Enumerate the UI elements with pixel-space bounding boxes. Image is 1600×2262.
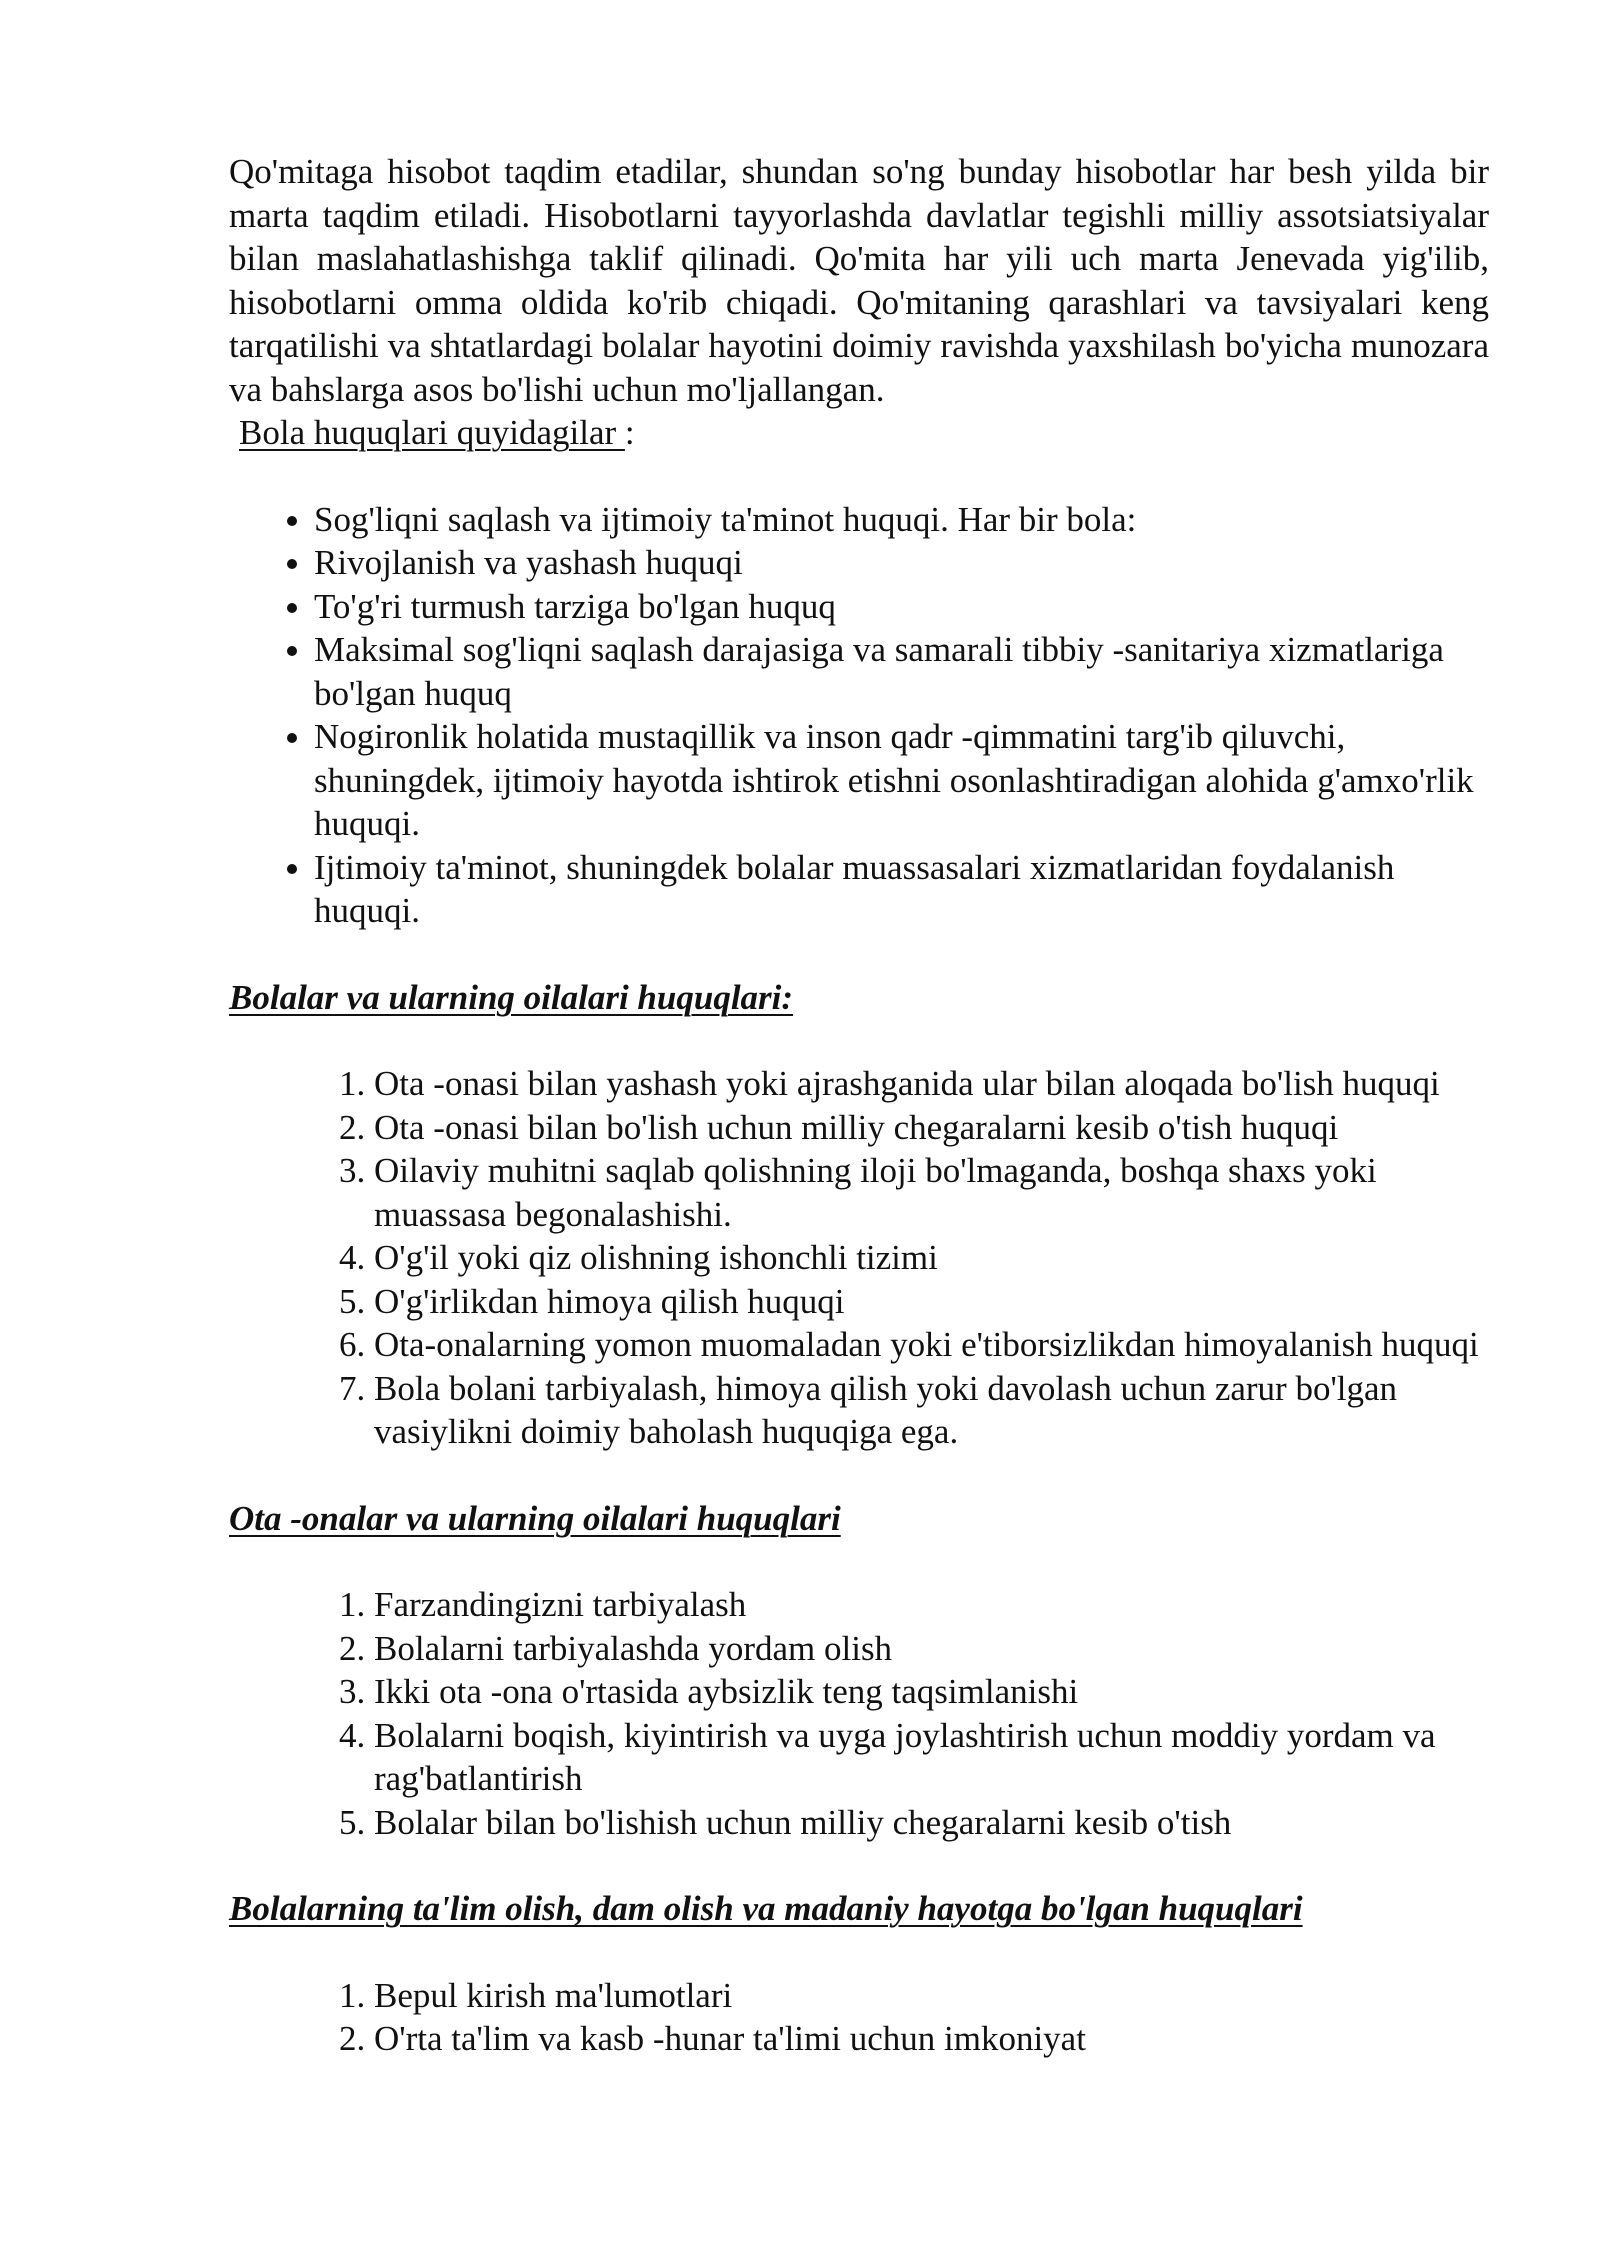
- child-rights-list: [229, 498, 1489, 933]
- list-item: 4. Bolalarni boqish, kiyintirish va uyga joylashtirish uchun moddiy yordam va rag'batlantirish: [374, 1714, 1489, 1801]
- list-item: • Maksimal sog'liqni saqlash darajasiga va samarali tibbiy -sanitariya xizmatlariga bo'lgan huquq: [314, 628, 1489, 715]
- list-item: • Sog'liqni saqlash va ijtimoiy ta'minot huquqi. Har bir bola:: [314, 498, 1489, 542]
- list-item: 1. Ota -onasi bilan yashash yoki ajrashganida ular bilan aloqada bo'lish huquqi: [374, 1062, 1489, 1106]
- list-item: 6. Ota-onalarning yomon muomaladan yoki e'tiborsizlikdan himoyalanish huquqi: [374, 1323, 1489, 1367]
- section-title-education-rights: Bolalarning ta'lim olish, dam olish va madaniy hayotga bo'lgan huquqlari: [229, 1889, 1303, 1928]
- list-item: 1. Bepul kirish ma'lumotlari: [374, 1974, 1489, 2018]
- list-item: • Ijtimoiy ta'minot, shuningdek bolalar muassasalari xizmatlaridan foydalanish huquqi.: [314, 846, 1489, 933]
- list-item: 4. O'g'il yoki qiz olishning ishonchli tizimi: [374, 1236, 1489, 1280]
- list-item: 2. Ota -onasi bilan bo'lish uchun milliy chegaralarni kesib o'tish huquqi: [374, 1106, 1489, 1150]
- section-title-family-rights: Bolalar va ularning oilalari huquqlari:: [229, 977, 794, 1017]
- rights-heading-label: Bola huquqlari quyidagilar: [239, 413, 625, 452]
- section-title-parents-rights: Ota -onalar va ularning oilalari huquqlari: [229, 1498, 841, 1538]
- education-rights-list: [229, 1974, 1489, 2061]
- rights-heading: [229, 411, 1489, 455]
- list-item: • To'g'ri turmush tarziga bo'lgan huquq: [314, 585, 1489, 629]
- list-item: 3. Oilaviy muhitni saqlab qolishning iloji bo'lmaganda, boshqa shaxs yoki muassasa begonalashishi.: [374, 1149, 1489, 1236]
- document-page: [229, 150, 1489, 2061]
- parents-rights-list: [229, 1583, 1489, 1844]
- list-item: 2. O'rta ta'lim va kasb -hunar ta'limi uchun imkoniyat: [374, 2017, 1489, 2061]
- list-item: 5. O'g'irlikdan himoya qilish huquqi: [374, 1280, 1489, 1324]
- list-item: 1. Farzandingizni tarbiyalash: [374, 1583, 1489, 1627]
- list-item: 5. Bolalar bilan bo'lishish uchun milliy chegaralarni kesib o'tish: [374, 1801, 1489, 1845]
- intro-paragraph: Qo'mitaga hisobot taqdim etadilar, shundan so'ng bunday hisobotlar har besh yilda bir marta taqdim etiladi. Hisobotlarni tayyorlashda davlatlar tegishli milliy assotsiatsiyalar bilan maslahatlashishga taklif qilinadi. Qo'mita har yili uch marta Jenevada yig'ilib, hisobotlarni omma oldida ko'rib chiqadi. Qo'mitaning qarashlari va tavsiyalari keng tarqatilishi va shtatlardagi bolalar hayotini doimiy ravishda yaxshilash bo'yicha munozara va bahslarga asos bo'lishi uchun mo'ljallangan.: [229, 152, 1489, 409]
- list-item: • Rivojlanish va yashash huquqi: [314, 541, 1489, 585]
- list-item: • Nogironlik holatida mustaqillik va inson qadr -qimmatini targ'ib qiluvchi, shuningdek, ijtimoiy hayotda ishtirok etishni osonlashtiradigan alohida g'amxo'rlik huquqi.: [314, 715, 1489, 846]
- list-item: 2. Bolalarni tarbiyalashda yordam olish: [374, 1627, 1489, 1671]
- list-item: 3. Ikki ota -ona o'rtasida aybsizlik teng taqsimlanishi: [374, 1670, 1489, 1714]
- family-rights-list: [229, 1062, 1489, 1454]
- rights-heading-colon: :: [624, 413, 635, 452]
- list-item: 7. Bola bolani tarbiyalash, himoya qilish yoki davolash uchun zarur bo'lgan vasiylikni doimiy baholash huquqiga ega.: [374, 1367, 1489, 1454]
